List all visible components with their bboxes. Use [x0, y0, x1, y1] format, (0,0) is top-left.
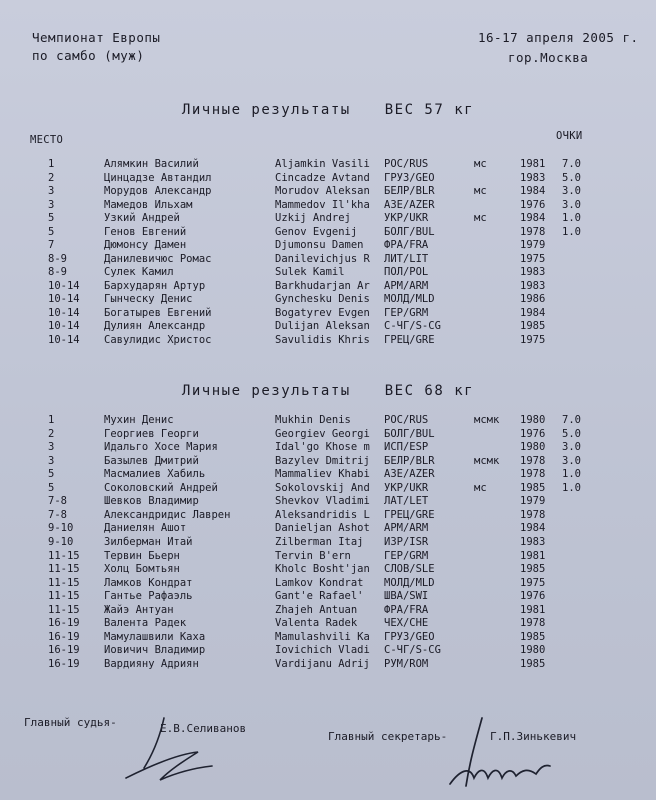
table-row	[0, 158, 656, 171]
column-header-points: ОЧКИ	[556, 130, 583, 142]
rank-cell: мс	[474, 212, 487, 224]
table-row	[0, 550, 656, 563]
place-cell: 16-19	[48, 657, 80, 670]
place-cell: 7-8	[48, 508, 67, 521]
year-cell: 1981	[520, 158, 546, 170]
points-cell: 3.0	[562, 454, 581, 467]
name-lat-cell: Georgiev Georgi	[275, 427, 370, 440]
place-cell: 7	[48, 239, 55, 251]
place-cell: 9-10	[48, 522, 74, 535]
place-cell: 3	[48, 454, 55, 467]
points-cell: 7.0	[562, 414, 581, 426]
name-lat-cell: Idal'go Khose m	[275, 441, 370, 454]
name-lat-cell: Shevkov Vladimi	[275, 495, 370, 508]
table-row	[0, 631, 656, 644]
table-row	[0, 428, 656, 441]
place-cell: 10-14	[48, 333, 80, 346]
country-cell: ШВА/SWI	[384, 590, 429, 603]
country-cell: ГРУЗ/GEO	[384, 630, 435, 643]
name-ru-cell: Сулек Камил	[104, 266, 174, 278]
country-cell: ГЕР/GRM	[384, 306, 429, 319]
country-cell: РОС/RUS	[384, 158, 429, 170]
section-title-text: Личные результаты	[181, 102, 351, 118]
year-cell: 1976	[520, 198, 546, 211]
name-lat-cell: Cincadze Avtand	[275, 171, 370, 184]
column-header-place: МЕСТО	[30, 134, 64, 146]
table-row	[0, 563, 656, 576]
points-cell: 1.0	[562, 225, 581, 238]
place-cell: 5	[48, 225, 55, 238]
table-row	[0, 212, 656, 225]
name-ru-cell: Жайэ Антуан	[104, 603, 174, 616]
name-ru-cell: Бархударян Артур	[104, 279, 206, 292]
place-cell: 2	[48, 427, 55, 440]
name-ru-cell: Александридис Лаврен	[104, 508, 231, 521]
name-lat-cell: Vardijanu Adrij	[275, 657, 370, 670]
secretary-signature-icon	[440, 714, 560, 794]
place-cell: 1	[48, 158, 55, 170]
table-row	[0, 658, 656, 671]
place-cell: 1	[48, 414, 55, 426]
place-cell: 10-14	[48, 293, 80, 305]
name-lat-cell: Djumonsu Damen	[275, 239, 364, 251]
country-cell: УКР/UKR	[384, 481, 429, 494]
table-row	[0, 199, 656, 212]
name-ru-cell: Данилевичюс Ромас	[104, 252, 212, 265]
table-row	[0, 280, 656, 293]
year-cell: 1983	[520, 279, 546, 292]
rank-cell: мс	[474, 158, 487, 170]
year-cell: 1981	[520, 603, 546, 616]
rank-cell: мс	[474, 185, 487, 197]
place-cell: 11-15	[48, 576, 80, 589]
name-lat-cell: Danieljan Ashot	[275, 522, 370, 535]
table-row	[0, 455, 656, 468]
name-ru-cell: Гынческу Денис	[104, 293, 193, 305]
name-lat-cell: Bazylev Dmitrij	[275, 454, 370, 467]
country-cell: С-ЧГ/S-CG	[384, 644, 441, 657]
name-ru-cell: Савулидис Христос	[104, 333, 212, 346]
year-cell: 1978	[520, 617, 546, 630]
country-cell: С-ЧГ/S-CG	[384, 320, 441, 332]
name-lat-cell: Mamulashvili Ka	[275, 630, 370, 643]
name-ru-cell: Генов Евгений	[104, 225, 187, 238]
name-lat-cell: Sulek Kamil	[275, 266, 345, 278]
year-cell: 1985	[520, 563, 546, 576]
place-cell: 11-15	[48, 549, 80, 562]
name-lat-cell: Lamkov Kondrat	[275, 576, 364, 589]
country-cell: АРМ/ARM	[384, 522, 429, 535]
year-cell: 1985	[520, 630, 546, 643]
table-row	[0, 253, 656, 266]
table-row	[0, 577, 656, 590]
name-ru-cell: Цинцадзе Автандил	[104, 171, 212, 184]
country-cell: СЛОВ/SLE	[384, 563, 435, 576]
table-row	[0, 468, 656, 481]
place-cell: 5	[48, 481, 55, 494]
name-lat-cell: Sokolovskij And	[275, 481, 370, 494]
name-ru-cell: Холц Бомтьян	[104, 563, 180, 576]
year-cell: 1984	[520, 522, 546, 535]
place-cell: 10-14	[48, 320, 80, 332]
country-cell: ЛИТ/LIT	[384, 252, 429, 265]
year-cell: 1983	[520, 171, 546, 184]
place-cell: 8-9	[48, 252, 67, 265]
place-cell: 9-10	[48, 535, 74, 548]
chief-judge-label: Главный судья-	[24, 716, 117, 729]
place-cell: 16-19	[48, 644, 80, 657]
name-ru-cell: Дулиян Александр	[104, 320, 206, 332]
chief-judge-name: Е.В.Селиванов	[160, 722, 247, 735]
year-cell: 1980	[520, 644, 546, 657]
name-lat-cell: Bogatyrev Evgen	[275, 306, 370, 319]
section-weight: ВЕС 68 кг	[384, 383, 475, 399]
table-row	[0, 644, 656, 657]
year-cell: 1984	[520, 306, 546, 319]
year-cell: 1978	[520, 225, 546, 238]
rank-cell: мсмк	[474, 454, 500, 467]
name-ru-cell: Богатырев Евгений	[104, 306, 212, 319]
name-lat-cell: Genov Evgenij	[275, 225, 358, 238]
country-cell: ГРУЗ/GEO	[384, 171, 435, 184]
year-cell: 1985	[520, 481, 546, 494]
judge-signature-icon	[120, 712, 230, 792]
place-cell: 3	[48, 441, 55, 454]
table-row	[0, 172, 656, 185]
place-cell: 2	[48, 171, 55, 184]
year-cell: 1975	[520, 333, 546, 346]
name-lat-cell: Mammedov Il'kha	[275, 198, 370, 211]
table-row	[0, 604, 656, 617]
name-lat-cell: Danilevichjus R	[275, 252, 370, 265]
name-ru-cell: Тервин Бьерн	[104, 549, 180, 562]
points-cell: 3.0	[562, 198, 581, 211]
name-lat-cell: Mukhin Denis	[275, 414, 351, 426]
year-cell: 1980	[520, 441, 546, 454]
year-cell: 1976	[520, 427, 546, 440]
championship-title: Чемпионат Европы	[32, 30, 161, 45]
country-cell: ГРЕЦ/GRE	[384, 333, 435, 346]
place-cell: 5	[48, 468, 55, 481]
country-cell: УКР/UKR	[384, 212, 429, 224]
table-row	[0, 226, 656, 239]
name-lat-cell: Valenta Radek	[275, 617, 358, 630]
place-cell: 16-19	[48, 630, 80, 643]
name-lat-cell: Morudov Aleksan	[275, 185, 370, 197]
points-cell: 7.0	[562, 158, 581, 170]
country-cell: БЕЛР/BLR	[384, 185, 435, 197]
section-title-57kg	[0, 102, 656, 118]
name-lat-cell: Aljamkin Vasili	[275, 158, 370, 170]
table-row	[0, 239, 656, 252]
country-cell: ФРА/FRA	[384, 603, 429, 616]
year-cell: 1975	[520, 252, 546, 265]
name-lat-cell: Kholc Bosht'jan	[275, 563, 370, 576]
name-ru-cell: Зилберман Итай	[104, 535, 193, 548]
table-row	[0, 522, 656, 535]
table-row	[0, 334, 656, 347]
event-date: 16-17 апреля 2005 г.	[478, 30, 639, 45]
country-cell: БЕЛР/BLR	[384, 454, 435, 467]
country-cell: БОЛГ/BUL	[384, 225, 435, 238]
name-ru-cell: Вардияну Адриян	[104, 657, 199, 670]
name-ru-cell: Мамулашвили Каха	[104, 630, 206, 643]
name-ru-cell: Дюмонсу Дамен	[104, 239, 187, 251]
name-ru-cell: Гантье Рафаэль	[104, 590, 193, 603]
name-lat-cell: Tervin B'ern	[275, 549, 351, 562]
table-row	[0, 482, 656, 495]
points-cell: 1.0	[562, 212, 581, 224]
table-row	[0, 617, 656, 630]
name-lat-cell: Zhajeh Antuan	[275, 603, 358, 616]
table-row	[0, 307, 656, 320]
table-row	[0, 266, 656, 279]
name-ru-cell: Масмалиев Хабиль	[104, 468, 206, 481]
name-lat-cell: Uzkij Andrej	[275, 212, 351, 224]
name-ru-cell: Узкий Андрей	[104, 212, 180, 224]
name-ru-cell: Идальго Хосе Мария	[104, 441, 218, 454]
year-cell: 1983	[520, 535, 546, 548]
place-cell: 5	[48, 212, 55, 224]
place-cell: 16-19	[48, 617, 80, 630]
points-cell: 3.0	[562, 185, 581, 197]
name-lat-cell: Iovichich Vladi	[275, 644, 370, 657]
year-cell: 1980	[520, 414, 546, 426]
place-cell: 3	[48, 198, 55, 211]
section-weight: ВЕС 57 кг	[384, 102, 475, 118]
name-ru-cell: Мамедов Ильхам	[104, 198, 193, 211]
year-cell: 1984	[520, 212, 546, 224]
country-cell: АРМ/ARM	[384, 279, 429, 292]
rank-cell: мсмк	[474, 414, 500, 426]
year-cell: 1979	[520, 239, 546, 251]
place-cell: 11-15	[48, 590, 80, 603]
country-cell: ПОЛ/POL	[384, 266, 429, 278]
country-cell: АЗЕ/AZER	[384, 468, 435, 481]
place-cell: 10-14	[48, 279, 80, 292]
country-cell: РУМ/ROM	[384, 657, 429, 670]
country-cell: АЗЕ/AZER	[384, 198, 435, 211]
country-cell: ИСП/ESP	[384, 441, 429, 454]
country-cell: ЧЕХ/CHE	[384, 617, 429, 630]
section-title-68kg	[0, 383, 656, 399]
name-lat-cell: Aleksandridis L	[275, 508, 370, 521]
name-lat-cell: Mammaliev Khabi	[275, 468, 370, 481]
points-cell: 1.0	[562, 481, 581, 494]
name-ru-cell: Георгиев Георги	[104, 427, 199, 440]
section-title-text: Личные результаты	[181, 383, 351, 399]
name-ru-cell: Иовичич Владимир	[104, 644, 206, 657]
country-cell: МОЛД/MLD	[384, 293, 435, 305]
name-ru-cell: Мухин Денис	[104, 414, 174, 426]
points-cell: 1.0	[562, 468, 581, 481]
year-cell: 1975	[520, 576, 546, 589]
country-cell: ГРЕЦ/GRE	[384, 508, 435, 521]
place-cell: 8-9	[48, 266, 67, 278]
year-cell: 1976	[520, 590, 546, 603]
year-cell: 1985	[520, 657, 546, 670]
year-cell: 1978	[520, 468, 546, 481]
table-row	[0, 509, 656, 522]
place-cell: 11-15	[48, 563, 80, 576]
points-cell: 5.0	[562, 427, 581, 440]
country-cell: ИЗР/ISR	[384, 535, 429, 548]
year-cell: 1986	[520, 293, 546, 305]
chief-secretary-name: Г.П.Зинькевич	[490, 730, 577, 743]
event-city: гор.Москва	[508, 50, 589, 65]
points-cell: 3.0	[562, 441, 581, 454]
table-row	[0, 536, 656, 549]
country-cell: МОЛД/MLD	[384, 576, 435, 589]
name-ru-cell: Шевков Владимир	[104, 495, 199, 508]
country-cell: ФРА/FRA	[384, 239, 429, 251]
championship-subtitle: по самбо (муж)	[32, 48, 145, 63]
year-cell: 1981	[520, 549, 546, 562]
name-ru-cell: Даниелян Ашот	[104, 522, 187, 535]
table-row	[0, 441, 656, 454]
name-ru-cell: Ламков Кондрат	[104, 576, 193, 589]
place-cell: 11-15	[48, 603, 80, 616]
country-cell: ЛАТ/LET	[384, 495, 429, 508]
year-cell: 1978	[520, 454, 546, 467]
year-cell: 1978	[520, 508, 546, 521]
country-cell: ГЕР/GRM	[384, 549, 429, 562]
year-cell: 1983	[520, 266, 546, 278]
name-lat-cell: Dulijan Aleksan	[275, 320, 370, 332]
name-ru-cell: Алямкин Василий	[104, 158, 199, 170]
points-cell: 5.0	[562, 171, 581, 184]
rank-cell: мс	[474, 481, 487, 494]
name-lat-cell: Savulidis Khris	[275, 333, 370, 346]
table-row	[0, 590, 656, 603]
country-cell: РОС/RUS	[384, 414, 429, 426]
name-ru-cell: Базылев Дмитрий	[104, 454, 199, 467]
country-cell: БОЛГ/BUL	[384, 427, 435, 440]
table-row	[0, 495, 656, 508]
year-cell: 1984	[520, 185, 546, 197]
name-lat-cell: Zilberman Itaj	[275, 535, 364, 548]
chief-secretary-label: Главный секретарь-	[328, 730, 448, 743]
name-ru-cell: Валента Радек	[104, 617, 187, 630]
table-row	[0, 185, 656, 198]
table-row	[0, 293, 656, 306]
place-cell: 10-14	[48, 306, 80, 319]
name-ru-cell: Соколовский Андрей	[104, 481, 218, 494]
table-row	[0, 320, 656, 333]
name-lat-cell: Barkhudarjan Ar	[275, 279, 370, 292]
place-cell: 3	[48, 185, 55, 197]
year-cell: 1979	[520, 495, 546, 508]
place-cell: 7-8	[48, 495, 67, 508]
table-row	[0, 414, 656, 427]
name-ru-cell: Морудов Александр	[104, 185, 212, 197]
name-lat-cell: Gynchesku Denis	[275, 293, 370, 305]
year-cell: 1985	[520, 320, 546, 332]
name-lat-cell: Gant'e Rafael'	[275, 590, 364, 603]
